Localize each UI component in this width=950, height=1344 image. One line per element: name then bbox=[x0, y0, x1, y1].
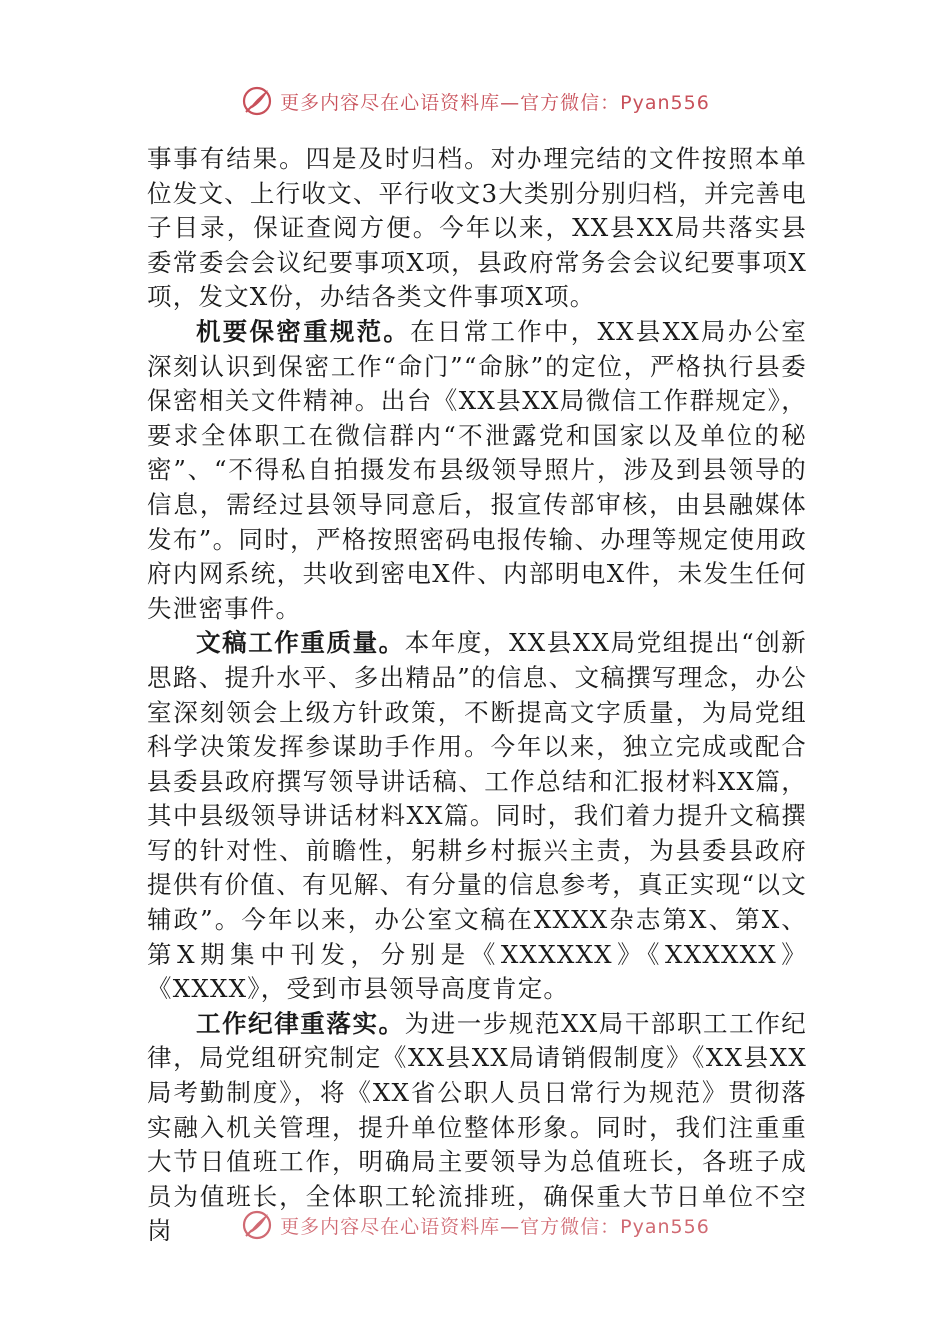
header-watermark bbox=[0, 84, 950, 118]
quill-logo-icon bbox=[240, 1208, 274, 1242]
document-body bbox=[147, 142, 807, 1249]
watermark-text: 更多内容尽在心语资料库—官方微信：Pyan556 bbox=[280, 1215, 710, 1238]
watermark-text: 更多内容尽在心语资料库—官方微信：Pyan556 bbox=[280, 91, 710, 114]
paragraph-1 bbox=[147, 142, 807, 315]
paragraph-body: 事事有结果。四是及时归档。对办理完结的文件按照本单位发文、上行收文、平行收文3大类别分别归档，并完善电子目录，保证查阅方便。今年以来，XX县XX局共落实县委常委会会议纪要事项X项，县政府常务会会议纪要事项X项，发文X份，办结各类文件事项X项。 bbox=[147, 144, 807, 312]
section-heading-writing: 文稿工作重质量。 bbox=[196, 628, 405, 658]
paragraph-body: 在日常工作中，XX县XX局办公室深刻认识到保密工作“命门”“命脉”的定位，严格执行县委保密相关文件精神。出台《XX县XX局微信工作群规定》，要求全体职工在微信群内“不泄露党和国家以及单位的秘密”、“不得私自拍摄发布县级领导照片，涉及到县领导的信息，需经过县领导同意后，报宣传部审核，由县融媒体发布”。同时，严格按照密码电报传输、办理等规定使用政府内网系统，共收到密电X件、内部明电X件，未发生任何失泄密事件。 bbox=[147, 316, 808, 623]
section-heading-discipline: 工作纪律重落实。 bbox=[196, 1008, 405, 1038]
paragraph-2 bbox=[147, 315, 807, 626]
paragraph-body: 为进一步规范XX局干部职工工作纪律，局党组研究制定《XX县XX局请销假制度》《XX县XX局考勤制度》，将《XX省公职人员日常行为规范》贯彻落实融入机关管理，提升单位整体形象。同时，我们注重重大节日值班工作，明确局主要领导为总值班长，各班子成员为值班长，全体职工轮流排班，确保重大节日单位不空岗 bbox=[147, 1008, 807, 1246]
paragraph-body: 本年度，XX县XX局党组提出“创新思路、提升水平、多出精品”的信息、文稿撰写理念，办公室深刻领会上级方针政策，不断提高文字质量，为局党组科学决策发挥参谋助手作用。今年以来，独立完成或配合县委县政府撰写领导讲话稿、工作总结和汇报材料XX篇，其中县级领导讲话材料XX篇。同时，我们着力提升文稿撰写的针对性、前瞻性，躬耕乡村振兴主责，为县委县政府提供有价值、有见解、有分量的信息参考，真正实现“以文辅政”。今年以来，办公室文稿在XXXX杂志第X、第X、第X期集中刊发，分别是《XXXXXX》《XXXXXX》《XXXX》，受到市县领导高度肯定。 bbox=[147, 628, 807, 1004]
footer-watermark bbox=[0, 1208, 950, 1242]
section-heading-security: 机要保密重规范。 bbox=[196, 316, 411, 346]
quill-logo-icon bbox=[240, 84, 274, 118]
paragraph-3 bbox=[147, 626, 807, 1007]
